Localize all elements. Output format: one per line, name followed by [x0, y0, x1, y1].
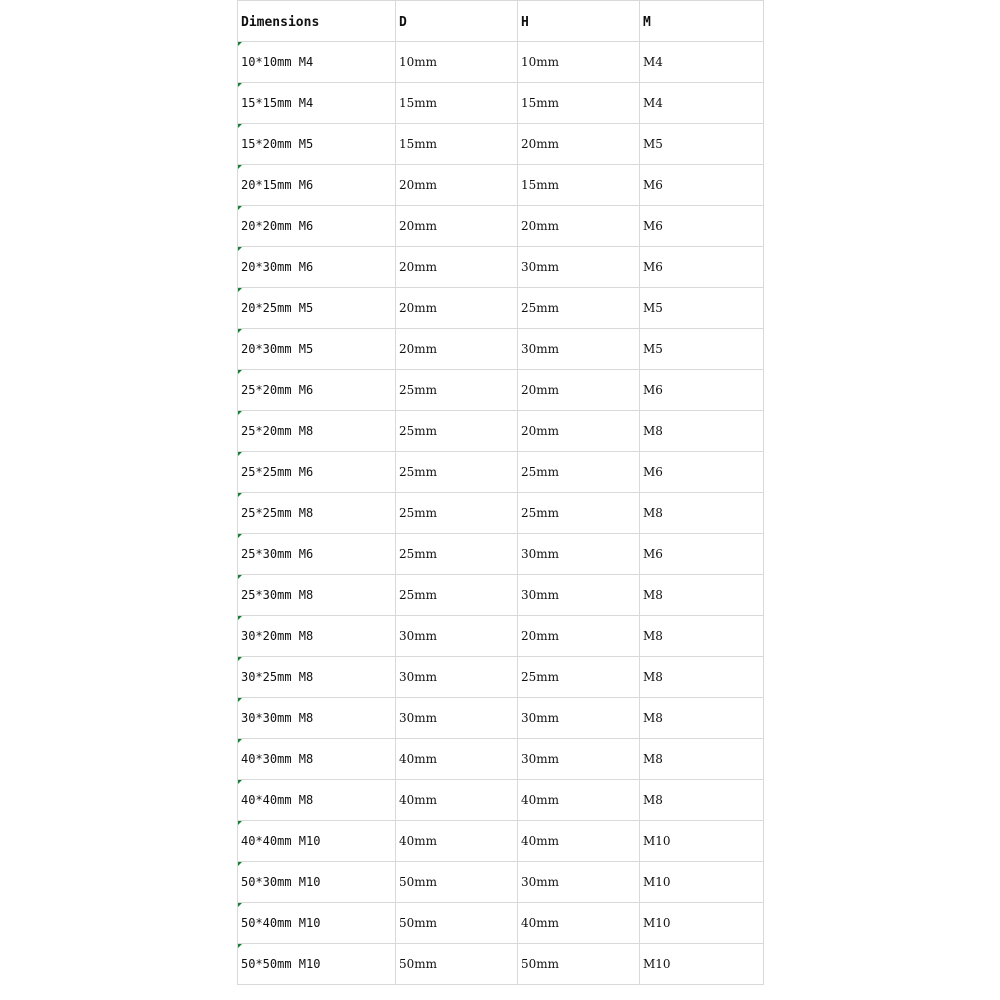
comment-indicator-icon	[238, 575, 242, 579]
cell-text: 40mm	[521, 916, 560, 930]
cell-text: M6	[643, 547, 663, 561]
cell-dimensions[interactable]	[238, 862, 396, 903]
table-body	[238, 42, 764, 985]
cell-h[interactable]	[518, 493, 640, 534]
cell-d[interactable]	[396, 206, 518, 247]
cell-text: 25mm	[399, 383, 438, 397]
cell-text: 10mm	[399, 55, 438, 69]
cell-text: 20*20mm M6	[241, 219, 314, 233]
comment-indicator-icon	[238, 370, 242, 374]
comment-indicator-icon	[238, 493, 242, 497]
table-row	[238, 411, 764, 452]
cell-text: 50*50mm M10	[241, 957, 321, 971]
cell-dimensions[interactable]	[238, 821, 396, 862]
cell-h[interactable]	[518, 534, 640, 575]
cell-text: 20*15mm M6	[241, 178, 314, 192]
cell-text: 30mm	[521, 711, 560, 725]
cell-m[interactable]	[640, 329, 764, 370]
table-row	[238, 739, 764, 780]
comment-indicator-icon	[238, 944, 242, 948]
cell-dimensions[interactable]	[238, 452, 396, 493]
cell-text: 20mm	[521, 629, 560, 643]
table-row	[238, 657, 764, 698]
cell-text: M10	[643, 834, 671, 848]
cell-dimensions[interactable]	[238, 206, 396, 247]
cell-dimensions[interactable]	[238, 247, 396, 288]
cell-dimensions[interactable]	[238, 370, 396, 411]
cell-h[interactable]	[518, 575, 640, 616]
cell-h[interactable]	[518, 616, 640, 657]
cell-m[interactable]	[640, 616, 764, 657]
cell-dimensions[interactable]	[238, 657, 396, 698]
cell-d[interactable]	[396, 165, 518, 206]
cell-dimensions[interactable]	[238, 903, 396, 944]
cell-text: 25mm	[521, 465, 560, 479]
cell-dimensions[interactable]	[238, 288, 396, 329]
cell-d[interactable]	[396, 944, 518, 985]
table-row	[238, 698, 764, 739]
cell-text: 30mm	[521, 260, 560, 274]
cell-h[interactable]	[518, 165, 640, 206]
cell-dimensions[interactable]	[238, 493, 396, 534]
cell-d[interactable]	[396, 616, 518, 657]
comment-indicator-icon	[238, 206, 242, 210]
cell-text: M4	[643, 55, 663, 69]
cell-text: 20mm	[521, 383, 560, 397]
table-row	[238, 329, 764, 370]
cell-text: 10*10mm M4	[241, 55, 314, 69]
cell-dimensions[interactable]	[238, 739, 396, 780]
table-row	[238, 780, 764, 821]
cell-m[interactable]	[640, 206, 764, 247]
cell-text: 25mm	[521, 670, 560, 684]
cell-text: M8	[643, 793, 663, 807]
cell-d[interactable]	[396, 903, 518, 944]
cell-text: 25mm	[399, 424, 438, 438]
header-cell-dimensions[interactable]: Dimensions	[238, 1, 396, 42]
cell-h[interactable]	[518, 370, 640, 411]
cell-m[interactable]	[640, 124, 764, 165]
cell-text: 15mm	[399, 137, 438, 151]
cell-text: 20*25mm M5	[241, 301, 314, 315]
cell-text: 50*40mm M10	[241, 916, 321, 930]
table-row	[238, 534, 764, 575]
table-row	[238, 42, 764, 83]
cell-text: 30mm	[399, 629, 438, 643]
table-row	[238, 124, 764, 165]
cell-text: 40mm	[521, 793, 560, 807]
comment-indicator-icon	[238, 42, 242, 46]
cell-text: 30mm	[521, 875, 560, 889]
cell-h[interactable]	[518, 780, 640, 821]
cell-d[interactable]	[396, 288, 518, 329]
cell-text: 50mm	[399, 916, 438, 930]
cell-text: 40*30mm M8	[241, 752, 314, 766]
cell-text: 30mm	[521, 588, 560, 602]
comment-indicator-icon	[238, 903, 242, 907]
cell-m[interactable]	[640, 411, 764, 452]
header-cell-h[interactable]: H	[518, 1, 640, 42]
cell-dimensions[interactable]	[238, 698, 396, 739]
cell-text: 25mm	[521, 301, 560, 315]
cell-text: M6	[643, 178, 663, 192]
cell-m[interactable]	[640, 575, 764, 616]
cell-m[interactable]	[640, 862, 764, 903]
cell-h[interactable]	[518, 452, 640, 493]
table-row	[238, 165, 764, 206]
cell-text: 25*25mm M6	[241, 465, 314, 479]
cell-d[interactable]	[396, 452, 518, 493]
table-row	[238, 288, 764, 329]
header-row	[238, 1, 764, 42]
cell-h[interactable]	[518, 944, 640, 985]
cell-d[interactable]	[396, 42, 518, 83]
cell-text: M6	[643, 219, 663, 233]
cell-text: 30mm	[521, 752, 560, 766]
cell-text: M8	[643, 711, 663, 725]
cell-d[interactable]	[396, 739, 518, 780]
comment-indicator-icon	[238, 780, 242, 784]
cell-text: 25*20mm M6	[241, 383, 314, 397]
cell-dimensions[interactable]	[238, 83, 396, 124]
cell-dimensions[interactable]	[238, 124, 396, 165]
cell-text: 25mm	[399, 588, 438, 602]
cell-m[interactable]	[640, 780, 764, 821]
cell-text: 20mm	[521, 219, 560, 233]
comment-indicator-icon	[238, 165, 242, 169]
cell-text: M5	[643, 137, 663, 151]
cell-h[interactable]	[518, 862, 640, 903]
cell-text: M8	[643, 752, 663, 766]
cell-h[interactable]	[518, 42, 640, 83]
header-cell-m[interactable]: M	[640, 1, 764, 42]
cell-dimensions[interactable]	[238, 534, 396, 575]
cell-h[interactable]	[518, 124, 640, 165]
cell-h[interactable]	[518, 903, 640, 944]
cell-m[interactable]	[640, 42, 764, 83]
cell-h[interactable]	[518, 83, 640, 124]
table-row	[238, 452, 764, 493]
cell-text: 20mm	[399, 219, 438, 233]
cell-text: 30*20mm M8	[241, 629, 314, 643]
cell-text: 25mm	[521, 506, 560, 520]
cell-text: 20*30mm M5	[241, 342, 314, 356]
cell-h[interactable]	[518, 288, 640, 329]
comment-indicator-icon	[238, 698, 242, 702]
cell-m[interactable]	[640, 493, 764, 534]
cell-d[interactable]	[396, 329, 518, 370]
cell-m[interactable]	[640, 247, 764, 288]
cell-text: M6	[643, 465, 663, 479]
cell-text: 25*30mm M6	[241, 547, 314, 561]
cell-dimensions[interactable]	[238, 780, 396, 821]
cell-text: M5	[643, 301, 663, 315]
cell-m[interactable]	[640, 165, 764, 206]
cell-dimensions[interactable]	[238, 944, 396, 985]
cell-text: M10	[643, 916, 671, 930]
cell-d[interactable]	[396, 370, 518, 411]
table-row	[238, 575, 764, 616]
cell-text: 50mm	[399, 875, 438, 889]
comment-indicator-icon	[238, 657, 242, 661]
cell-text: 30mm	[399, 711, 438, 725]
dimensions-table	[237, 0, 764, 985]
cell-text: 15*15mm M4	[241, 96, 314, 110]
comment-indicator-icon	[238, 452, 242, 456]
cell-m[interactable]	[640, 534, 764, 575]
cell-text: 20mm	[521, 424, 560, 438]
cell-text: 40*40mm M8	[241, 793, 314, 807]
cell-text: M10	[643, 957, 671, 971]
cell-m[interactable]	[640, 83, 764, 124]
cell-text: M8	[643, 424, 663, 438]
table-row	[238, 616, 764, 657]
spreadsheet-sheet	[237, 0, 763, 1000]
cell-dimensions[interactable]	[238, 329, 396, 370]
cell-dimensions[interactable]	[238, 42, 396, 83]
cell-text: 15mm	[399, 96, 438, 110]
cell-d[interactable]	[396, 83, 518, 124]
table-row	[238, 206, 764, 247]
cell-text: M6	[643, 383, 663, 397]
cell-m[interactable]	[640, 452, 764, 493]
comment-indicator-icon	[238, 329, 242, 333]
cell-d[interactable]	[396, 534, 518, 575]
cell-text: M10	[643, 875, 671, 889]
cell-text: M8	[643, 629, 663, 643]
cell-text: 20mm	[399, 260, 438, 274]
cell-m[interactable]	[640, 944, 764, 985]
cell-text: 40mm	[521, 834, 560, 848]
cell-text: 20mm	[521, 137, 560, 151]
cell-text: 20mm	[399, 301, 438, 315]
cell-dimensions[interactable]	[238, 575, 396, 616]
cell-d[interactable]	[396, 411, 518, 452]
cell-d[interactable]	[396, 821, 518, 862]
cell-h[interactable]	[518, 698, 640, 739]
comment-indicator-icon	[238, 616, 242, 620]
cell-d[interactable]	[396, 698, 518, 739]
cell-text: 20mm	[399, 342, 438, 356]
cell-m[interactable]	[640, 698, 764, 739]
table-row	[238, 247, 764, 288]
cell-m[interactable]	[640, 657, 764, 698]
cell-text: 20*30mm M6	[241, 260, 314, 274]
cell-text: 25*30mm M8	[241, 588, 314, 602]
comment-indicator-icon	[238, 862, 242, 866]
cell-h[interactable]	[518, 247, 640, 288]
cell-text: 20mm	[399, 178, 438, 192]
cell-h[interactable]	[518, 657, 640, 698]
cell-text: 40*40mm M10	[241, 834, 321, 848]
cell-m[interactable]	[640, 903, 764, 944]
comment-indicator-icon	[238, 247, 242, 251]
cell-text: 15*20mm M5	[241, 137, 314, 151]
cell-d[interactable]	[396, 493, 518, 534]
cell-text: 40mm	[399, 793, 438, 807]
cell-text: 30*25mm M8	[241, 670, 314, 684]
cell-text: M5	[643, 342, 663, 356]
table-row	[238, 821, 764, 862]
cell-dimensions[interactable]	[238, 616, 396, 657]
cell-text: M4	[643, 96, 663, 110]
cell-text: 50mm	[521, 957, 560, 971]
cell-text: 50mm	[399, 957, 438, 971]
cell-text: 30mm	[521, 342, 560, 356]
table-row	[238, 370, 764, 411]
cell-m[interactable]	[640, 370, 764, 411]
cell-m[interactable]	[640, 821, 764, 862]
cell-text: M6	[643, 260, 663, 274]
cell-h[interactable]	[518, 329, 640, 370]
table-row	[238, 862, 764, 903]
cell-h[interactable]	[518, 411, 640, 452]
comment-indicator-icon	[238, 411, 242, 415]
cell-h[interactable]	[518, 821, 640, 862]
cell-d[interactable]	[396, 124, 518, 165]
cell-text: 25mm	[399, 547, 438, 561]
table-row	[238, 903, 764, 944]
comment-indicator-icon	[238, 739, 242, 743]
header-cell-d[interactable]: D	[396, 1, 518, 42]
cell-text: 25*25mm M8	[241, 506, 314, 520]
comment-indicator-icon	[238, 821, 242, 825]
cell-text: M8	[643, 670, 663, 684]
cell-d[interactable]	[396, 862, 518, 903]
cell-text: M8	[643, 506, 663, 520]
cell-text: 10mm	[521, 55, 560, 69]
cell-h[interactable]	[518, 206, 640, 247]
cell-text: 30mm	[521, 547, 560, 561]
cell-d[interactable]	[396, 247, 518, 288]
cell-text: 25*20mm M8	[241, 424, 314, 438]
cell-h[interactable]	[518, 739, 640, 780]
cell-dimensions[interactable]	[238, 165, 396, 206]
cell-m[interactable]	[640, 739, 764, 780]
cell-text: 40mm	[399, 834, 438, 848]
table-row	[238, 944, 764, 985]
cell-text: 25mm	[399, 465, 438, 479]
cell-text: 15mm	[521, 96, 560, 110]
cell-text: 30*30mm M8	[241, 711, 314, 725]
comment-indicator-icon	[238, 288, 242, 292]
table-row	[238, 83, 764, 124]
cell-m[interactable]	[640, 288, 764, 329]
comment-indicator-icon	[238, 534, 242, 538]
cell-dimensions[interactable]	[238, 411, 396, 452]
comment-indicator-icon	[238, 124, 242, 128]
cell-text: 15mm	[521, 178, 560, 192]
cell-text: 50*30mm M10	[241, 875, 321, 889]
table-row	[238, 493, 764, 534]
cell-text: 30mm	[399, 670, 438, 684]
cell-text: 25mm	[399, 506, 438, 520]
cell-d[interactable]	[396, 780, 518, 821]
cell-d[interactable]	[396, 657, 518, 698]
comment-indicator-icon	[238, 83, 242, 87]
cell-text: M8	[643, 588, 663, 602]
cell-text: 40mm	[399, 752, 438, 766]
cell-d[interactable]	[396, 575, 518, 616]
